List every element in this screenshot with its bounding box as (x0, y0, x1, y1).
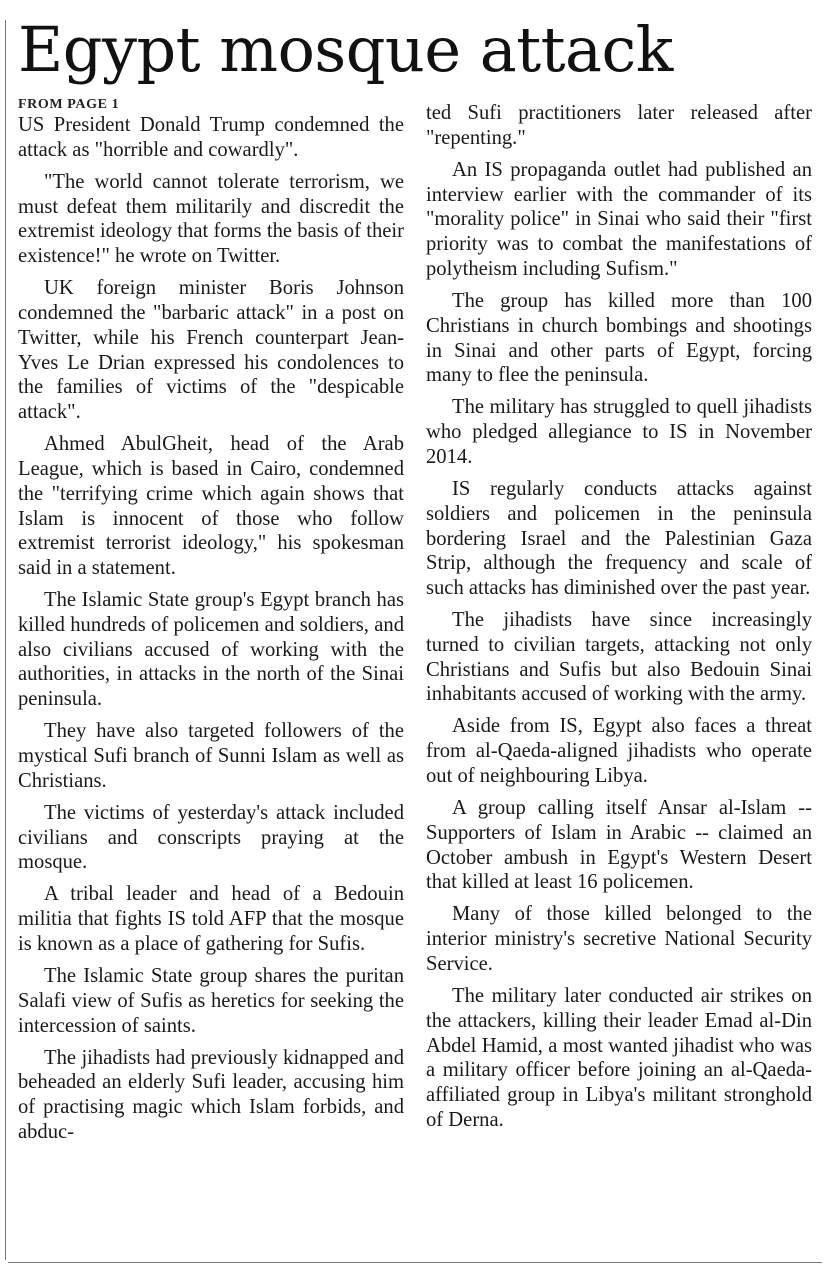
paragraph: Aside from IS, Egypt also faces a threat from al-Qaeda-aligned jihadists who operate out of neighbouring Libya. (426, 715, 812, 788)
paragraph: IS regularly conducts attacks against soldiers and policemen in the peninsula bordering Israel and the Palestinian Gaza Strip, although the frequency and scale of such attacks has diminished over the past year. (426, 477, 812, 600)
paragraph: Ahmed AbulGheit, head of the Arab League, which is based in Cairo, condemned the "terrifying crime which again shows that Islam is innocent of those who follow extremist terrorist ideology," his spokesman said in a statement. (18, 433, 404, 580)
paragraph: They have also targeted followers of the mystical Sufi branch of Sunni Islam as well as Christians. (18, 720, 404, 792)
paragraph: An IS propaganda outlet had published an interview earlier with the commander of its "morality police" in Sinai who said their "first priority was to combat the manifestations of polytheism including Sufism." (426, 158, 812, 280)
paragraph-continuation: ted Sufi practitioners later released after "repenting." (426, 102, 812, 149)
paragraph: The victims of yesterday's attack included civilians and conscripts praying at the mosque. (18, 801, 404, 874)
paragraph: The Islamic State group shares the puritan Salafi view of Sufis as heretics for seeking the intercession of saints. (18, 965, 404, 1037)
paragraph: UK foreign minister Boris Johnson condemned the "barbaric attack" in a post on Twitter, while his French counterpart Jean-Yves Le Drian expressed his condolences to the families of victims of the "despicable attack". (18, 277, 404, 424)
left-column-rule (5, 20, 6, 1260)
paragraph: "The world cannot tolerate terrorism, we must defeat them militarily and discredit the extremist ideology that forms the basis of their existence!" he wrote on Twitter. (18, 170, 404, 268)
paragraph: Many of those killed belonged to the interior ministry's secretive National Security Service. (426, 903, 812, 975)
article-column-right (426, 101, 812, 1140)
paragraph: The military has struggled to quell jihadists who pledged allegiance to IS in November 2014. (426, 396, 812, 468)
bottom-rule (8, 1262, 822, 1263)
from-page-label: FROM PAGE 1 (18, 97, 120, 112)
paragraph: A group calling itself Ansar al-Islam -- Supporters of Islam in Arabic -- claimed an October ambush in Egypt's Western Desert that killed at least 16 policemen. (426, 797, 812, 894)
paragraph: The group has killed more than 100 Christians in church bombings and shootings in Sinai and other parts of Egypt, forcing many to flee the peninsula. (426, 289, 812, 387)
article-column-left (18, 97, 404, 1152)
headline: Egypt mosque attack (18, 13, 673, 86)
paragraph: The jihadists have since increasingly turned to civilian targets, attacking not only Christians and Sufis but also Bedouin Sinai inhabitants accused of working with the army. (426, 609, 812, 706)
paragraph: The Islamic State group's Egypt branch has killed hundreds of policemen and soldiers, and also civilians accused of working with the authorities, in attacks in the north of the Sinai peninsula. (18, 589, 404, 711)
paragraph: A tribal leader and head of a Bedouin militia that fights IS told AFP that the mosque is known as a place of gathering for Sufis. (18, 883, 404, 956)
paragraph: US President Donald Trump condemned the attack as "horrible and cowardly". (18, 114, 404, 161)
paragraph: The military later conducted air strikes on the attackers, killing their leader Emad al-Din Abdel Hamid, a most wanted jihadist who was a military officer before joining an al-Qaeda-affiliated group in Libya's militant stronghold of Derna. (426, 984, 812, 1131)
paragraph: The jihadists had previously kidnapped and beheaded an elderly Sufi leader, accusing him of practising magic which Islam forbids, and abduc- (18, 1046, 404, 1143)
